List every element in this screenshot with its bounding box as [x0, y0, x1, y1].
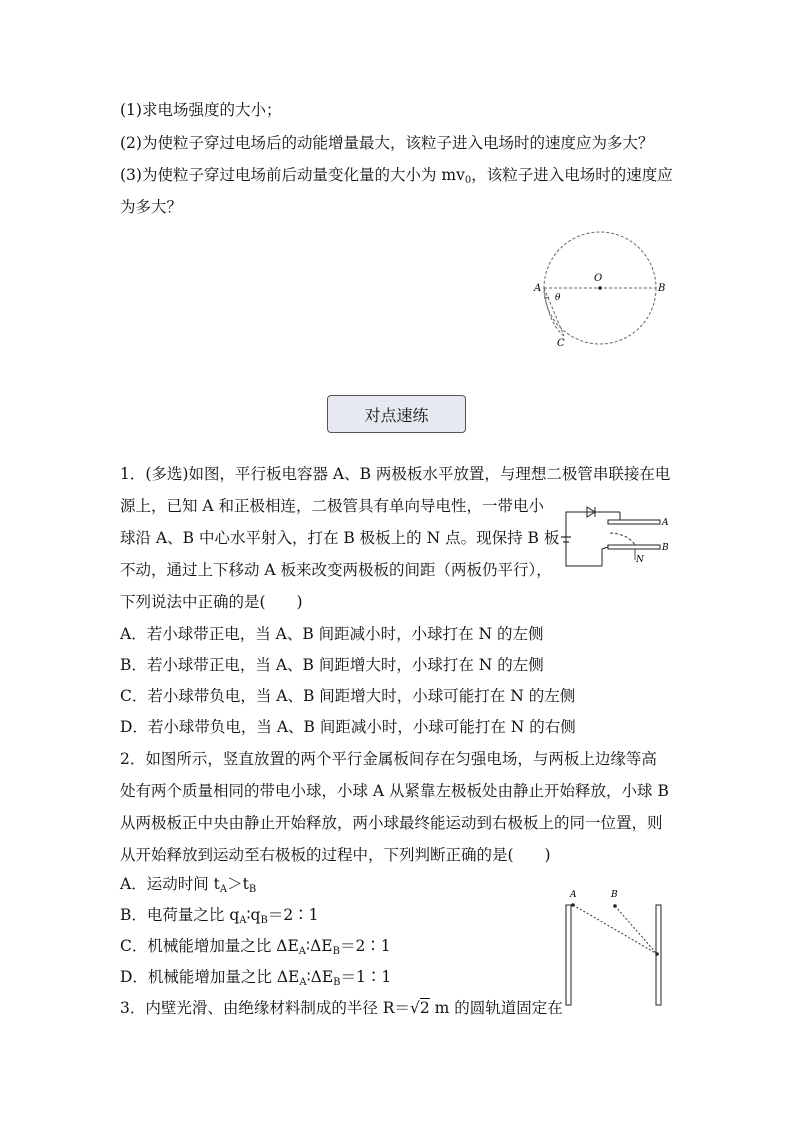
label-ball-a: A	[570, 890, 577, 900]
label-theta: θ	[555, 293, 561, 303]
q2-option-b: B．电荷量之比 $q_A∶q_B=2∶1$	[120, 906, 319, 926]
label-n: N	[636, 555, 644, 565]
label-plate-b: B	[662, 543, 669, 553]
label-plate-a: A	[662, 518, 669, 528]
q2-option-a: A．运动时间 $t_A>t_B$	[120, 875, 257, 895]
label-ball-b: B	[611, 890, 618, 900]
q1-option-a: A．若小球带正电，当 A、B 间距减小时，小球打在 N 的左侧	[120, 625, 544, 643]
q2-line-1: 2．如图所示，竖直放置的两个平行金属板间存在匀强电场，与两板上边缘等高	[120, 750, 657, 768]
q2-line-2: 处有两个质量相同的带电小球，小球 A 从紧靠左极板处由静止开始释放，小球 B	[120, 782, 669, 800]
q1-line-1: 1．(多选)如图，平行板电容器 A、B 两极板水平放置，与理想二极管串联接在电	[120, 465, 671, 483]
q2-line-4: 从开始释放到运动至右极板的过程中，下列判断正确的是( )	[120, 846, 551, 864]
label-a: A	[534, 283, 542, 294]
question-part-1: (1)求电场强度的大小；	[120, 101, 282, 119]
capacitor-circuit-diagram	[560, 500, 675, 570]
label-o: O	[594, 273, 603, 284]
section-title: 对点速练	[327, 395, 466, 433]
parallel-plates-diagram	[560, 885, 670, 1010]
question-part-2: (2)为使粒子穿过电场后的动能增量最大，该粒子进入电场时的速度应为多大？	[120, 134, 654, 152]
q2-line-3: 从两极板正中央由静止开始释放，两小球最终能运动到右极板上的同一位置，则	[120, 814, 663, 832]
q1-option-c: C．若小球带负电，当 A、B 间距增大时，小球可能打在 N 的左侧	[120, 687, 576, 705]
q1-line-3: 球沿 A、B 中心水平射入，打在 B 极板上的 N 点。现保持 B 板	[120, 529, 560, 547]
q2-option-c: C．机械能增加量之比 $\Delta E_A∶\Delta E_B=2∶1$	[120, 937, 391, 957]
question-part-3: (3)为使粒子穿过电场前后动量变化量的大小为 $mv_0$，该粒子进入电场时的速度应	[120, 166, 673, 186]
q1-line-5: 下列说法中正确的是( )	[120, 593, 303, 611]
q1-line-2: 源上，已知 A 和正极相连，二极管具有单向导电性，一带电小	[120, 497, 545, 515]
q2-option-d: D．机械能增加量之比 $\Delta E_A∶\Delta E_B=1∶1$	[120, 968, 392, 988]
q3-line-1: 3．内壁光滑、由绝缘材料制成的半径 R＝√2 m 的圆轨道固定在	[120, 999, 563, 1017]
q1-option-b: B．若小球带正电，当 A、B 间距增大时，小球打在 N 的左侧	[120, 656, 544, 674]
label-c: C	[557, 338, 565, 349]
question-part-3-cont: 为多大？	[120, 198, 183, 216]
q1-option-d: D．若小球带负电，当 A、B 间距减小时，小球可能打在 N 的右侧	[120, 718, 576, 736]
circle-diagram	[530, 228, 670, 353]
q1-line-4: 不动，通过上下移动 A 板来改变两极板的间距（两板仍平行），	[120, 561, 552, 579]
label-b: B	[658, 283, 666, 294]
